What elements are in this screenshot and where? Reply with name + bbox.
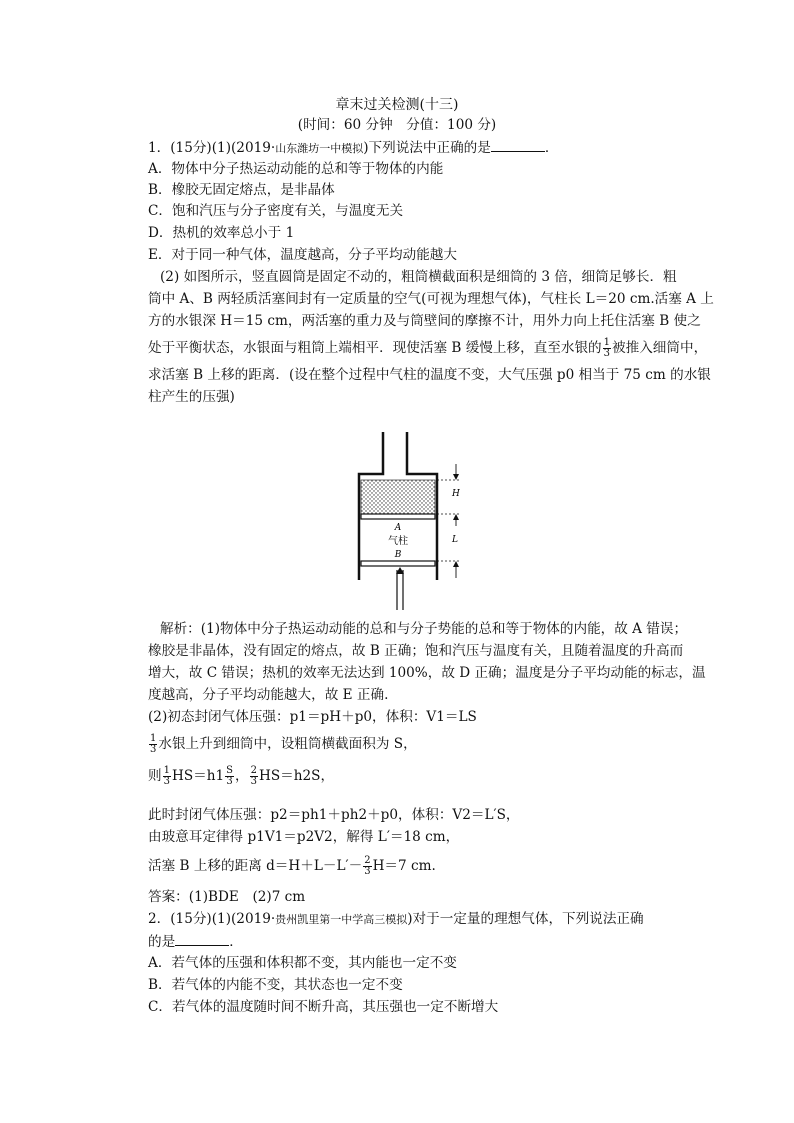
fraction-one-third: $\frac{1}{3}$ xyxy=(163,765,170,787)
label-l: L xyxy=(452,535,458,545)
solution-line: $\frac{1}{3}$ 水银上升到细筒中，设粗筒横截面积为 S， xyxy=(150,733,417,755)
part2-line: 处于平衡状态，水银面与粗筒上端相平．现使活塞 B 缓慢上移，直至水银的 $\frac{1}{3}$ 被推入细筒中， xyxy=(148,337,708,359)
solution-line: 则 $\frac{1}{3}$ HS＝h1 $\frac{S}{3}$ ， $\frac{2}{3}$ HS＝h2S， xyxy=(148,765,335,787)
solution-line: 由玻意耳定律得 p1V1＝p2V2，解得 L′＝18 cm， xyxy=(148,829,460,845)
label-a: A xyxy=(394,523,402,533)
question-1-source: 山东潍坊一中模拟 xyxy=(275,142,364,155)
exam-meta: (时间：60 分钟 分值：100 分) xyxy=(297,117,497,133)
piston-a xyxy=(361,514,435,519)
q2-option-c: C．若气体的温度随时间不断升高，其压强也一定不断增大 xyxy=(148,999,499,1015)
option-c: C．饱和汽压与分子密度有关，与温度无关 xyxy=(148,203,404,219)
answer-blank xyxy=(491,138,545,152)
page-title: 章末过关检测(十三) xyxy=(335,97,459,113)
option-a: A．物体中分子热运动动能的总和等于物体的内能 xyxy=(148,161,444,177)
part2-line: 筒中 A、B 两轻质活塞间封有一定质量的空气(可视为理想气体)，气柱长 L＝20 cm.活塞 A 上 xyxy=(148,291,714,307)
fraction-two-thirds: $\frac{2}{3}$ xyxy=(250,765,257,787)
option-e: E．对于同一种气体，温度越高，分子平均动能越大 xyxy=(148,247,457,263)
question-2-source: 贵州凯里第一中学高三模拟 xyxy=(275,913,408,926)
solution-line: 解析：(1)物体中分子热运动动能的总和与分子势能的总和等于物体的内能，故 A 错误； xyxy=(160,621,688,637)
solution-line: 度越高，分子平均动能越大，故 E 正确. xyxy=(148,687,389,703)
fraction-one-third: $\frac{1}{3}$ xyxy=(603,337,611,359)
fraction-s-third: $\frac{S}{3}$ xyxy=(226,765,233,787)
q2-option-b: B．若气体的内能不变，其状态也一定不变 xyxy=(148,977,403,993)
label-b: B xyxy=(394,550,402,560)
question-2-stem-line2: 的是 ． xyxy=(148,934,243,950)
part2-line: 柱产生的压强) xyxy=(148,389,235,405)
fraction-two-thirds: $\frac{2}{3}$ xyxy=(364,855,371,877)
question-2-stem: 2．(15分)(1)(2019·贵州凯里第一中学高三模拟)对于一定量的理想气体，下列说法正确 xyxy=(148,911,644,927)
option-b: B．橡胶无固定熔点，是非晶体 xyxy=(148,182,335,198)
cylinder-figure xyxy=(345,430,475,615)
label-gas: 气柱 xyxy=(388,536,408,547)
part2-line: 求活塞 B 上移的距离．(设在整个过程中气柱的温度不变，大气压强 p0 相当于 75 cm 的水银 xyxy=(148,367,711,383)
part2-line: 方的水银深 H＝15 cm，两活塞的重力及与筒壁间的摩擦不计，用外力向上托住活塞 B 使之 xyxy=(148,313,701,329)
q2-option-a: A．若气体的压强和体积都不变，其内能也一定不变 xyxy=(148,955,457,971)
solution-line: 增大，故 C 错误；热机的效率无法达到 100%，故 D 正确；温度是分子平均动能的标志，温 xyxy=(148,665,706,681)
solution-line: (2)初态封闭气体压强：p1＝pH＋p0，体积：V1＝LS xyxy=(148,709,477,725)
mercury-column xyxy=(361,480,435,514)
solution-line: 此时封闭气体压强：p2＝ph1＋ph2＋p0，体积：V2＝L′S， xyxy=(148,807,520,823)
solution-line: 活塞 B 上移的距离 d＝H＋L－L′－ $\frac{2}{3}$ H＝7 cm. xyxy=(148,855,436,877)
answer-line: 答案：(1)BDE (2)7 cm xyxy=(148,889,306,905)
push-rod xyxy=(397,570,403,610)
label-h: H xyxy=(452,489,460,499)
piston-b xyxy=(361,561,435,566)
fraction-one-third: $\frac{1}{3}$ xyxy=(150,733,157,755)
option-d: D．热机的效率总小于 1 xyxy=(148,225,295,241)
question-1-stem: 1．(15分)(1)(2019·山东潍坊一中模拟)下列说法中正确的是 ． xyxy=(148,140,559,156)
part2-line: (2) 如图所示，竖直圆筒是固定不动的，粗筒横截面积是细筒的 3 倍，细筒足够长．粗 xyxy=(160,269,677,285)
answer-blank xyxy=(175,932,229,946)
solution-line: 橡胶是非晶体，没有固定的熔点，故 B 正确；饱和汽压与温度有关，且随着温度的升高而 xyxy=(148,643,684,659)
